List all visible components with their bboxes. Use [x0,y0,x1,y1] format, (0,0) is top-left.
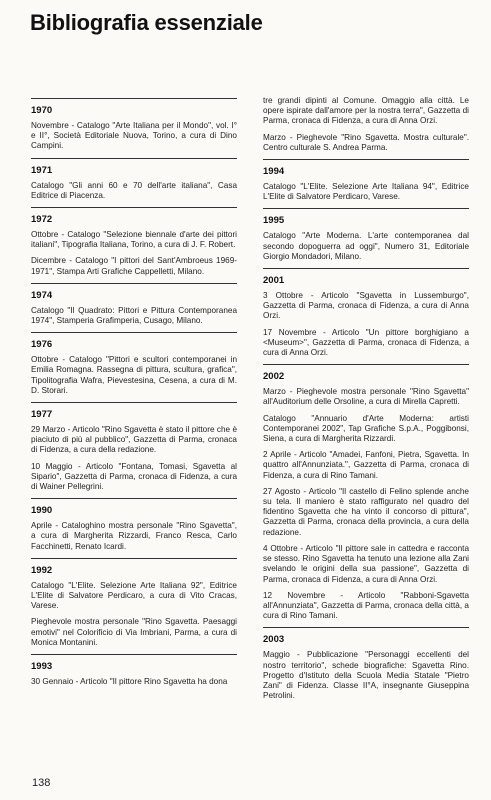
bibliography-entry: Marzo - Pieghevole mostra personale "Rino Sgavetta" all'Auditorium delle Orsoline, a cura di Mirella Capretti. [263,387,469,407]
bibliography-entry: 10 Maggio - Articolo "Fontana, Tomasi, Sgavetta al Sipario", Gazzetta di Parma, cronaca di Fidenza, a cura di Wainer Pellegrini. [31,461,237,492]
year-heading: 1995 [263,215,285,227]
bibliography-entry: Catalogo "L'Elite. Selezione Arte Italiana 94", Editrice L'Elite di Salvatore Perdicaro, Varese. [263,182,469,202]
page-title: Bibliografia essenziale [30,10,263,35]
year-heading: 1994 [263,166,285,178]
bibliography-entry: Pieghevole mostra personale "Rino Sgavetta. Paesaggi emotivi" nel Colorificio di Via Imbriani, Parma, a cura di Monica Montanini. [31,617,237,647]
year-section [31,498,237,552]
bibliography-entry: Aprile - Cataloghino mostra personale "Rino Sgavetta", a cura di Margherita Rizzardi, Franco Resca, Carlo Facchinetti, Renato Icardi. [31,521,237,551]
bibliography-entry: 3 Ottobre - Articolo "Sgavetta in Lussemburgo", Gazzetta di Parma, cronaca di Fidenza, a cura di Anna Orzi. [263,291,469,321]
year-heading: 1972 [31,214,53,226]
year-section [31,654,237,687]
bibliography-entry: Catalogo "Il Quadrato: Pittori e Pittura Contemporanea 1974", Stamperia Grafimperia, Cusago, Milano. [31,305,237,326]
year-section [31,158,237,201]
bibliography-entry: Catalogo "Gli anni 60 e 70 dell'arte italiana", Casa Editrice di Piacenza. [31,180,237,200]
bibliography-entry: 4 Ottobre - Articolo "Il pittore sale in cattedra e racconta se stesso. Rino Sgavetta ha tenuto una lezione alla Zani svelando le origini della sua passione", Gazzetta di Parma, cronaca di Fidenza, a cura di Anna Orzi. [263,543,469,584]
year-heading: 1977 [31,409,53,421]
year-heading: 2003 [263,634,285,646]
year-section [263,159,469,202]
year-section [263,268,469,358]
bibliography-entry: 29 Marzo - Articolo "Rino Sgavetta è stato il pittore che è piaciuto di più al pubblico", Gazzetta di Parma, cronaca di Fidenza, a cura della redazione. [31,425,237,455]
year-heading: 1990 [31,505,53,517]
bibliography-entry: Dicembre - Catalogo "I pittori del Sant'Ambroeus 1969-1971", Stampa Arti Grafiche Cappelletti, Milano. [31,256,237,276]
year-section [263,208,469,262]
bibliography-entry-continued: tre grandi dipinti al Comune. Omaggio alla città. Le opere ispirate dall'amore per la nostra terra", Gazzetta di Parma, cronaca di Fidenza, a cura di Anna Orzi. [263,96,469,126]
right-column [263,96,469,707]
bibliography-entry: Ottobre - Catalogo "Selezione biennale d'arte dei pittori italiani", Tipografia Italiana, Torino, a cura di J. F. Robert. [31,230,237,250]
left-column [31,98,237,693]
year-section [31,207,237,277]
year-heading: 2002 [263,371,285,383]
year-heading: 1976 [31,339,53,351]
year-heading: 1992 [31,564,53,576]
year-section [31,283,237,326]
year-heading: 1970 [31,105,53,116]
bibliography-entry: 2 Aprile - Articolo "Amadei, Fanfoni, Pietra, Sgavetta. In quattro all'Annunziata.", Gazzetta di Parma, cronaca di Fidenza, a cura di Rino Tamani. [263,450,469,480]
bibliography-entry: 12 Novembre - Articolo "Rabboni-Sgavetta all'Annunziata", Gazzetta di Parma, cronaca della città, a cura di Rino Tamani. [263,590,469,621]
year-section [31,98,237,152]
bibliography-entry: Marzo - Pieghevole "Rino Sgavetta. Mostra culturale". Centro culturale S. Andrea Parma. [263,132,469,152]
year-section [263,627,469,701]
year-heading: 1974 [31,289,53,301]
year-section [31,402,237,492]
bibliography-entry: Catalogo "L'Elite. Selezione Arte Italiana 92", Editrice L'Elite di Salvatore Perdicaro, a cura di Vito Cracas, Varese. [31,580,237,611]
year-section [263,364,469,621]
bibliography-entry: Novembre - Catalogo "Arte Italiana per il Mondo", vol. I° e II°, Società Editoriale Nuova, Torino, a cura di Dino Campini. [31,121,237,151]
bibliography-entry: Catalogo "Arte Moderna. L'arte contemporanea dal secondo dopoguerra ad oggi", Numero 31, Editoriale Giorgio Mondadori, Milano. [263,231,469,261]
page-number: 138 [32,777,51,789]
bibliography-entry: 17 Novembre - Articolo "Un pittore borghigiano a <Museum>", Gazzetta di Parma, cronaca di Fidenza, a cura di Anna Orzi. [263,327,469,358]
year-section [31,558,237,648]
bibliography-entry: Catalogo "Annuario d'Arte Moderna: artisti Contemporanei 2002", Tap Grafiche S.p.A., Poggibonsi, Siena, a cura di Margherita Rizzardi. [263,413,469,444]
year-heading: 1993 [31,661,53,673]
bibliography-entry: 30 Gennaio - Articolo "Il pittore Rino Sgavetta ha dona [31,677,228,687]
year-heading: 2001 [263,275,285,287]
year-heading: 1971 [31,164,53,176]
bibliography-entry: 27 Agosto - Articolo "Il castello di Felino splende anche su tela. Il maniero è stato raffigurato nel quadro del fidentino Sgavetta che ha vinto il concorso di pittura", Gazzetta di Parma, cronaca della provincia, a cura della redazione. [263,486,469,537]
bibliography-entry: Ottobre - Catalogo "Pittori e scultori contemporanei in Emilia Romagna. Rassegna di pittura, scultura, grafica", Tipolitografia Wafra, Pievestesina, Cesena, a cura di M. D. Storari. [31,355,237,395]
year-section [31,332,237,396]
bibliography-entry: Maggio - Pubblicazione "Personaggi eccellenti del nostro territorio", schede biografiche: Sgavetta Rino. Progetto d'Istituto della Scuola Media Statale "Pietro Zani" di Fidenza. Classe II°A, insegnante Giuseppina Petrolini. [263,650,469,701]
